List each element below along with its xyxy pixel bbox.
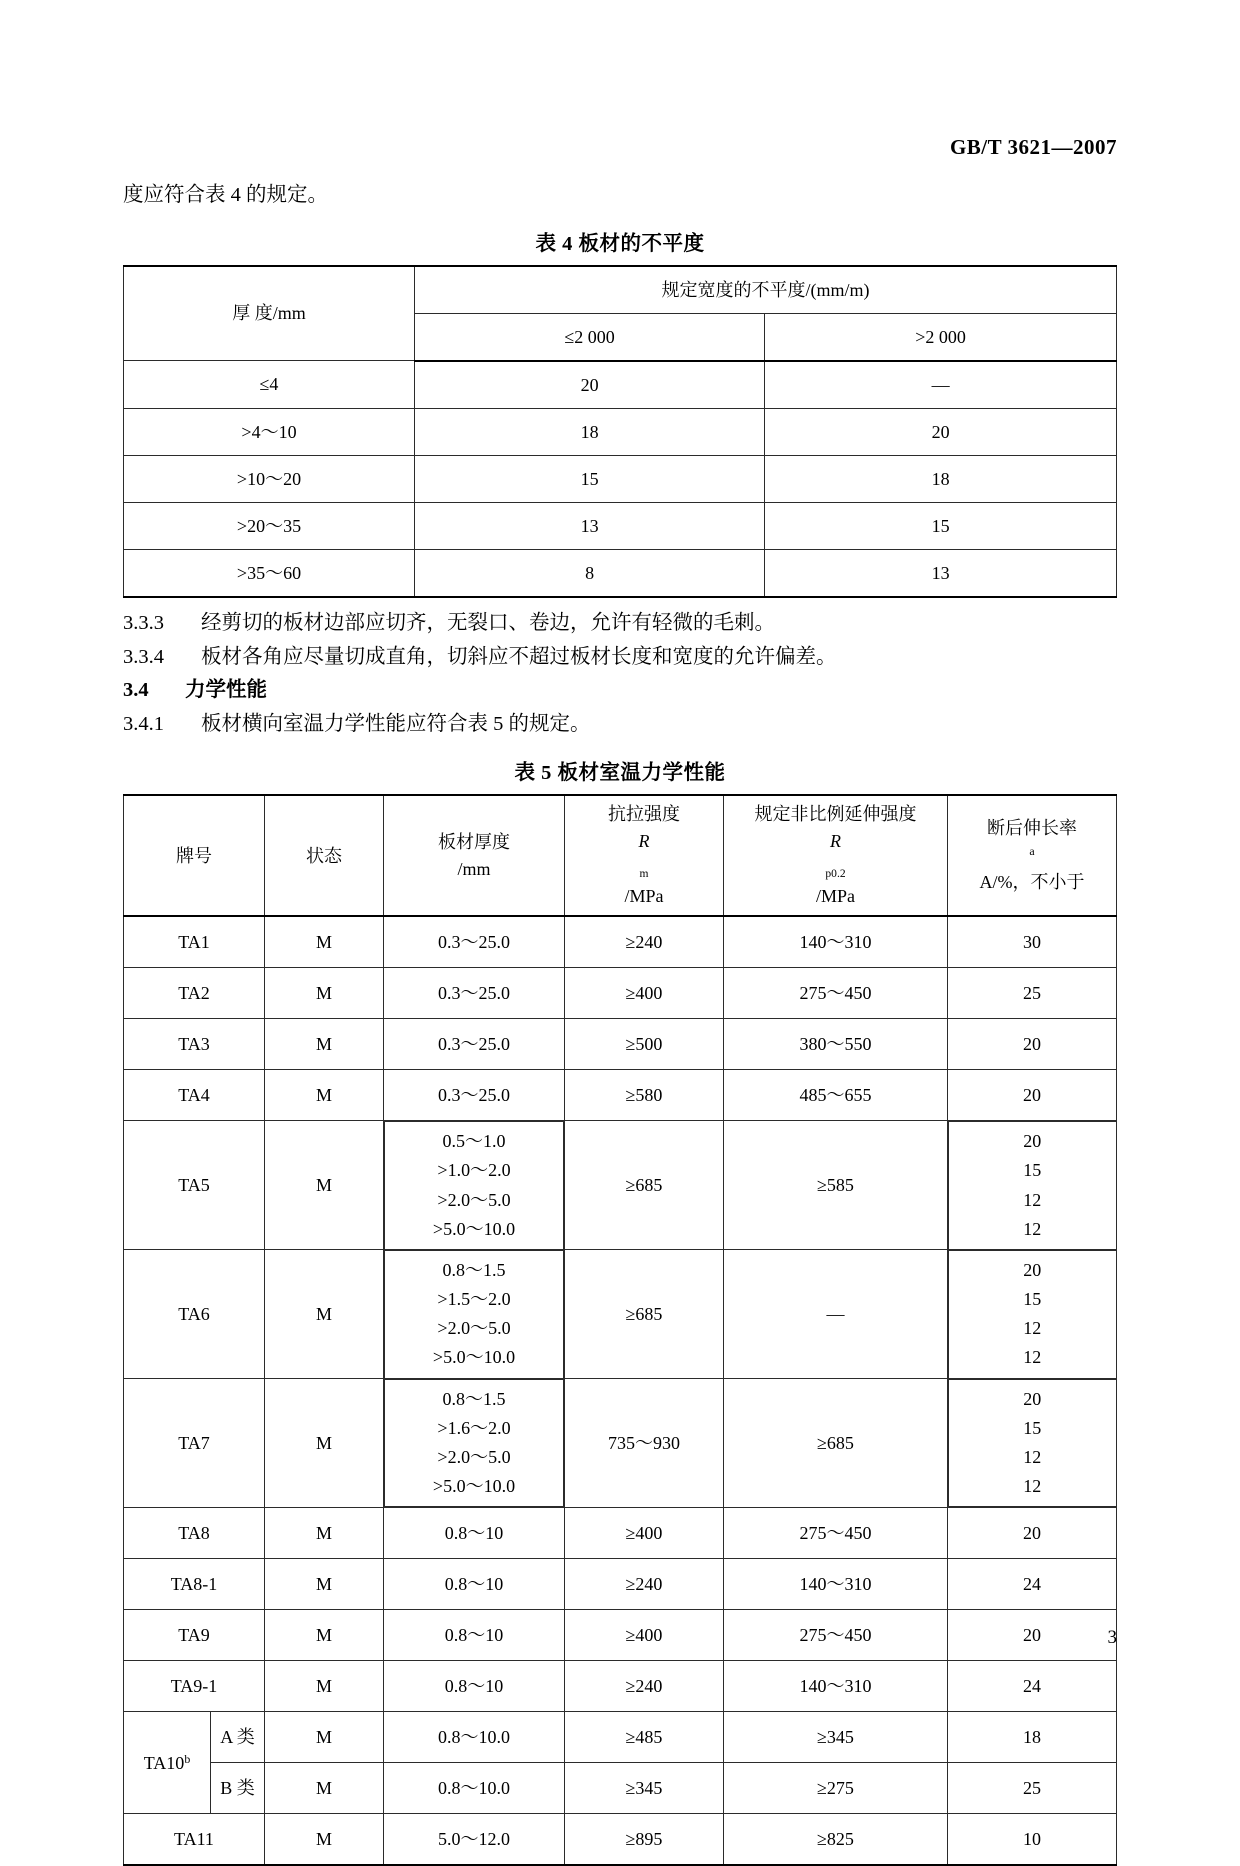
table5-cell-grade: TA4 xyxy=(124,1070,265,1121)
table-row xyxy=(124,1712,1117,1763)
table5-cell-proof: 140～310 xyxy=(724,1559,948,1610)
table5-cell-tensile: ≥240 xyxy=(565,1559,724,1610)
table5-cell-state: M xyxy=(265,1661,384,1712)
page-content xyxy=(123,180,1117,1866)
table4-cell-gt2000: 13 xyxy=(765,549,1117,597)
table4-caption: 表 4 板材的不平度 xyxy=(535,232,705,255)
table5-cell-state: M xyxy=(265,968,384,1019)
table-row xyxy=(124,1508,1117,1559)
table4-cell-thickness: >10～20 xyxy=(124,455,415,502)
table5-cell-grade: TA5 xyxy=(124,1121,265,1250)
clause-text: 经剪切的板材边部应切齐，无裂口、卷边，允许有轻微的毛刺。 xyxy=(201,611,775,634)
clause-number: 3.4 xyxy=(123,679,149,702)
table5-cell-state: M xyxy=(265,1070,384,1121)
table5-cell-state: M xyxy=(265,1763,384,1814)
table5-cell-elongation: 20 15 12 12 xyxy=(948,1250,1117,1379)
table4-header-gt2000: >2 000 xyxy=(765,313,1117,361)
table5-cell-elongation: 20 15 12 12 xyxy=(948,1121,1117,1250)
clause-text: 力学性能 xyxy=(185,679,267,702)
table5-cell-thickness: 5.0～12.0 xyxy=(384,1814,565,1866)
clause-3-4 xyxy=(123,675,1117,707)
table5-header-elongation-line1: 断后伸长率 $^a$ xyxy=(987,818,1077,859)
table4-header-group: 规定宽度的不平度/(mm/m) xyxy=(415,266,1117,314)
table-row xyxy=(124,361,1117,409)
table5-cell-elongation: 20 15 12 12 xyxy=(948,1379,1117,1508)
table-row xyxy=(124,1070,1117,1121)
table5-cell-grade: TA9 xyxy=(124,1610,265,1661)
table-row xyxy=(124,455,1117,502)
table-row xyxy=(124,968,1117,1019)
table5-cell-thickness: 0.8～1.5 >1.5～2.0 >2.0～5.0 >5.0～10.0 xyxy=(384,1250,564,1379)
table4-cell-gt2000: — xyxy=(765,361,1117,409)
page-number: 3 xyxy=(1107,1627,1117,1648)
table-row xyxy=(124,1379,1117,1508)
table5-cell-proof: 380～550 xyxy=(724,1019,948,1070)
table5-cell-tensile: ≥400 xyxy=(565,968,724,1019)
table5-header-elongation xyxy=(948,795,1117,916)
clause-3-4-1 xyxy=(123,709,1117,741)
table-row xyxy=(124,1559,1117,1610)
table5-header-grade: 牌号 xyxy=(124,795,265,916)
table5-cell-elongation: 20 xyxy=(948,1070,1117,1121)
table5-cell-proof: — xyxy=(724,1250,948,1379)
table5-cell-tensile: ≥500 xyxy=(565,1019,724,1070)
table5-header-proof-line1: 规定非比例延伸强度 xyxy=(754,803,917,824)
table5-cell-elongation: 24 xyxy=(948,1559,1117,1610)
table5-header-row xyxy=(124,795,1117,916)
table4-cell-le2000: 18 xyxy=(415,408,765,455)
table4-header-thickness: 厚 度/mm xyxy=(124,266,415,361)
table5-cell-tensile: ≥345 xyxy=(565,1763,724,1814)
table5-cell-proof: 275～450 xyxy=(724,968,948,1019)
table-row xyxy=(124,1814,1117,1866)
table5-cell-tensile: ≥400 xyxy=(565,1508,724,1559)
table5-header-tensile-line2: R $_m$ /MPa xyxy=(624,830,664,907)
table5-cell-grade: TA9-1 xyxy=(124,1661,265,1712)
table5-cell-thickness: 0.8～10.0 xyxy=(384,1763,565,1814)
table5-header-thickness xyxy=(384,795,565,916)
table-mechanical-properties xyxy=(123,794,1117,1866)
table5-cell-class: B 类 xyxy=(211,1763,265,1814)
table5-cell-elongation: 10 xyxy=(948,1814,1117,1866)
table5-cell-tensile: ≥580 xyxy=(565,1070,724,1121)
table4-cell-thickness: >35～60 xyxy=(124,549,415,597)
table5-cell-proof: ≥825 xyxy=(724,1814,948,1866)
table4-header-row-1 xyxy=(124,266,1117,314)
table5-cell-thickness: 0.8～10 xyxy=(384,1508,565,1559)
table5-cell-grade: TA3 xyxy=(124,1019,265,1070)
table5-cell-state: M xyxy=(265,1712,384,1763)
table5-cell-elongation: 20 xyxy=(948,1019,1117,1070)
table4-cell-thickness: ≤4 xyxy=(124,361,415,409)
table4-cell-le2000: 13 xyxy=(415,502,765,549)
table5-cell-tensile: ≥485 xyxy=(565,1712,724,1763)
table5-cell-state: M xyxy=(265,1559,384,1610)
table4-cell-gt2000: 15 xyxy=(765,502,1117,549)
table-row xyxy=(124,916,1117,968)
table-row xyxy=(124,1250,1117,1379)
table5-cell-thickness: 0.5～1.0 >1.0～2.0 >2.0～5.0 >5.0～10.0 xyxy=(384,1121,564,1250)
table-row xyxy=(124,1610,1117,1661)
table5-cell-thickness: 0.8～10.0 xyxy=(384,1712,565,1763)
table5-cell-grade: TA8 xyxy=(124,1508,265,1559)
table5-cell-state: M xyxy=(265,1379,384,1508)
table5-header-elongation-line2: A/%，不小于 xyxy=(979,872,1085,893)
table5-header-proof-line2: R $_{p0.2}$ /MPa xyxy=(815,830,855,907)
table5-cell-proof: ≥345 xyxy=(724,1712,948,1763)
table5-cell-thickness: 0.3～25.0 xyxy=(384,968,565,1019)
table5-cell-state: M xyxy=(265,1121,384,1250)
table5-cell-tensile: ≥240 xyxy=(565,916,724,968)
table5-cell-tensile: ≥240 xyxy=(565,1661,724,1712)
table4-cell-thickness: >4～10 xyxy=(124,408,415,455)
table5-cell-thickness: 0.8～1.5 >1.6～2.0 >2.0～5.0 >5.0～10.0 xyxy=(384,1379,564,1508)
table5-cell-elongation: 24 xyxy=(948,1661,1117,1712)
running-header: GB/T 3621—2007 xyxy=(949,135,1117,159)
table5-cell-grade-ta10: TA10$^b$ xyxy=(124,1712,211,1814)
table5-cell-thickness: 0.3～25.0 xyxy=(384,1019,565,1070)
table5-cell-grade: TA6 xyxy=(124,1250,265,1379)
table4-cell-le2000: 15 xyxy=(415,455,765,502)
clause-3-3-4 xyxy=(123,642,1117,674)
table5-cell-tensile: ≥400 xyxy=(565,1610,724,1661)
table4-cell-thickness: >20～35 xyxy=(124,502,415,549)
table-flatness xyxy=(123,265,1117,598)
table-row xyxy=(124,408,1117,455)
table5-cell-proof: 275～450 xyxy=(724,1610,948,1661)
table-row xyxy=(124,549,1117,597)
table5-cell-proof: ≥585 xyxy=(724,1121,948,1250)
table5-cell-thickness: 0.8～10 xyxy=(384,1610,565,1661)
table5-cell-grade: TA11 xyxy=(124,1814,265,1866)
table5-cell-tensile: ≥895 xyxy=(565,1814,724,1866)
table5-cell-proof: 140～310 xyxy=(724,1661,948,1712)
table5-cell-tensile: 735～930 xyxy=(565,1379,724,1508)
table5-cell-state: M xyxy=(265,1019,384,1070)
table4-cell-gt2000: 20 xyxy=(765,408,1117,455)
table5-cell-thickness: 0.3～25.0 xyxy=(384,1070,565,1121)
table5-cell-tensile: ≥685 xyxy=(565,1250,724,1379)
table-row xyxy=(124,1661,1117,1712)
table5-header-state: 状态 xyxy=(265,795,384,916)
table5-header-tensile xyxy=(565,795,724,916)
clause-number: 3.3.3 xyxy=(123,611,164,634)
table4-cell-gt2000: 18 xyxy=(765,455,1117,502)
clause-text: 板材各角应尽量切成直角，切斜应不超过板材长度和宽度的允许偏差。 xyxy=(201,645,837,668)
table5-cell-elongation: 18 xyxy=(948,1712,1117,1763)
clause-number: 3.4.1 xyxy=(123,713,164,736)
table5-header-tensile-line1: 抗拉强度 xyxy=(608,803,680,824)
table5-cell-class: A 类 xyxy=(211,1712,265,1763)
intro-paragraph: 度应符合表 4 的规定。 xyxy=(123,184,328,206)
clause-3-3-3 xyxy=(123,608,1117,640)
table5-cell-thickness: 0.8～10 xyxy=(384,1559,565,1610)
table5-cell-grade: TA8-1 xyxy=(124,1559,265,1610)
table5-cell-elongation: 20 xyxy=(948,1508,1117,1559)
table5-cell-proof: ≥685 xyxy=(724,1379,948,1508)
table5-cell-proof: 485～655 xyxy=(724,1070,948,1121)
clause-number: 3.3.4 xyxy=(123,645,164,668)
table5-cell-proof: 275～450 xyxy=(724,1508,948,1559)
table-row xyxy=(124,1121,1117,1250)
clause-text: 板材横向室温力学性能应符合表 5 的规定。 xyxy=(201,713,591,736)
table5-cell-elongation: 25 xyxy=(948,968,1117,1019)
table5-cell-state: M xyxy=(265,1814,384,1866)
table5-cell-thickness: 0.3～25.0 xyxy=(384,916,565,968)
table5-cell-thickness: 0.8～10 xyxy=(384,1661,565,1712)
table5-cell-proof: 140～310 xyxy=(724,916,948,968)
table5-header-thickness-line1: 板材厚度 xyxy=(438,831,510,852)
table5-cell-state: M xyxy=(265,1508,384,1559)
table5-caption: 表 5 板材室温力学性能 xyxy=(514,761,726,784)
table5-cell-state: M xyxy=(265,1610,384,1661)
table5-cell-elongation: 30 xyxy=(948,916,1117,968)
table5-cell-elongation: 20 xyxy=(948,1610,1117,1661)
table4-cell-le2000: 20 xyxy=(415,361,765,409)
table5-cell-state: M xyxy=(265,1250,384,1379)
table5-cell-grade: TA1 xyxy=(124,916,265,968)
table5-cell-grade: TA7 xyxy=(124,1379,265,1508)
table5-cell-proof: ≥275 xyxy=(724,1763,948,1814)
table5-header-proof xyxy=(724,795,948,916)
table5-cell-grade: TA2 xyxy=(124,968,265,1019)
table4-header-le2000: ≤2 000 xyxy=(415,313,765,361)
table-row xyxy=(124,1019,1117,1070)
table5-header-thickness-line2: /mm xyxy=(457,858,491,879)
table5-cell-tensile: ≥685 xyxy=(565,1121,724,1250)
table5-cell-elongation: 25 xyxy=(948,1763,1117,1814)
table-row xyxy=(124,502,1117,549)
table-row xyxy=(124,1763,1117,1814)
table4-cell-le2000: 8 xyxy=(415,549,765,597)
table5-cell-state: M xyxy=(265,916,384,968)
